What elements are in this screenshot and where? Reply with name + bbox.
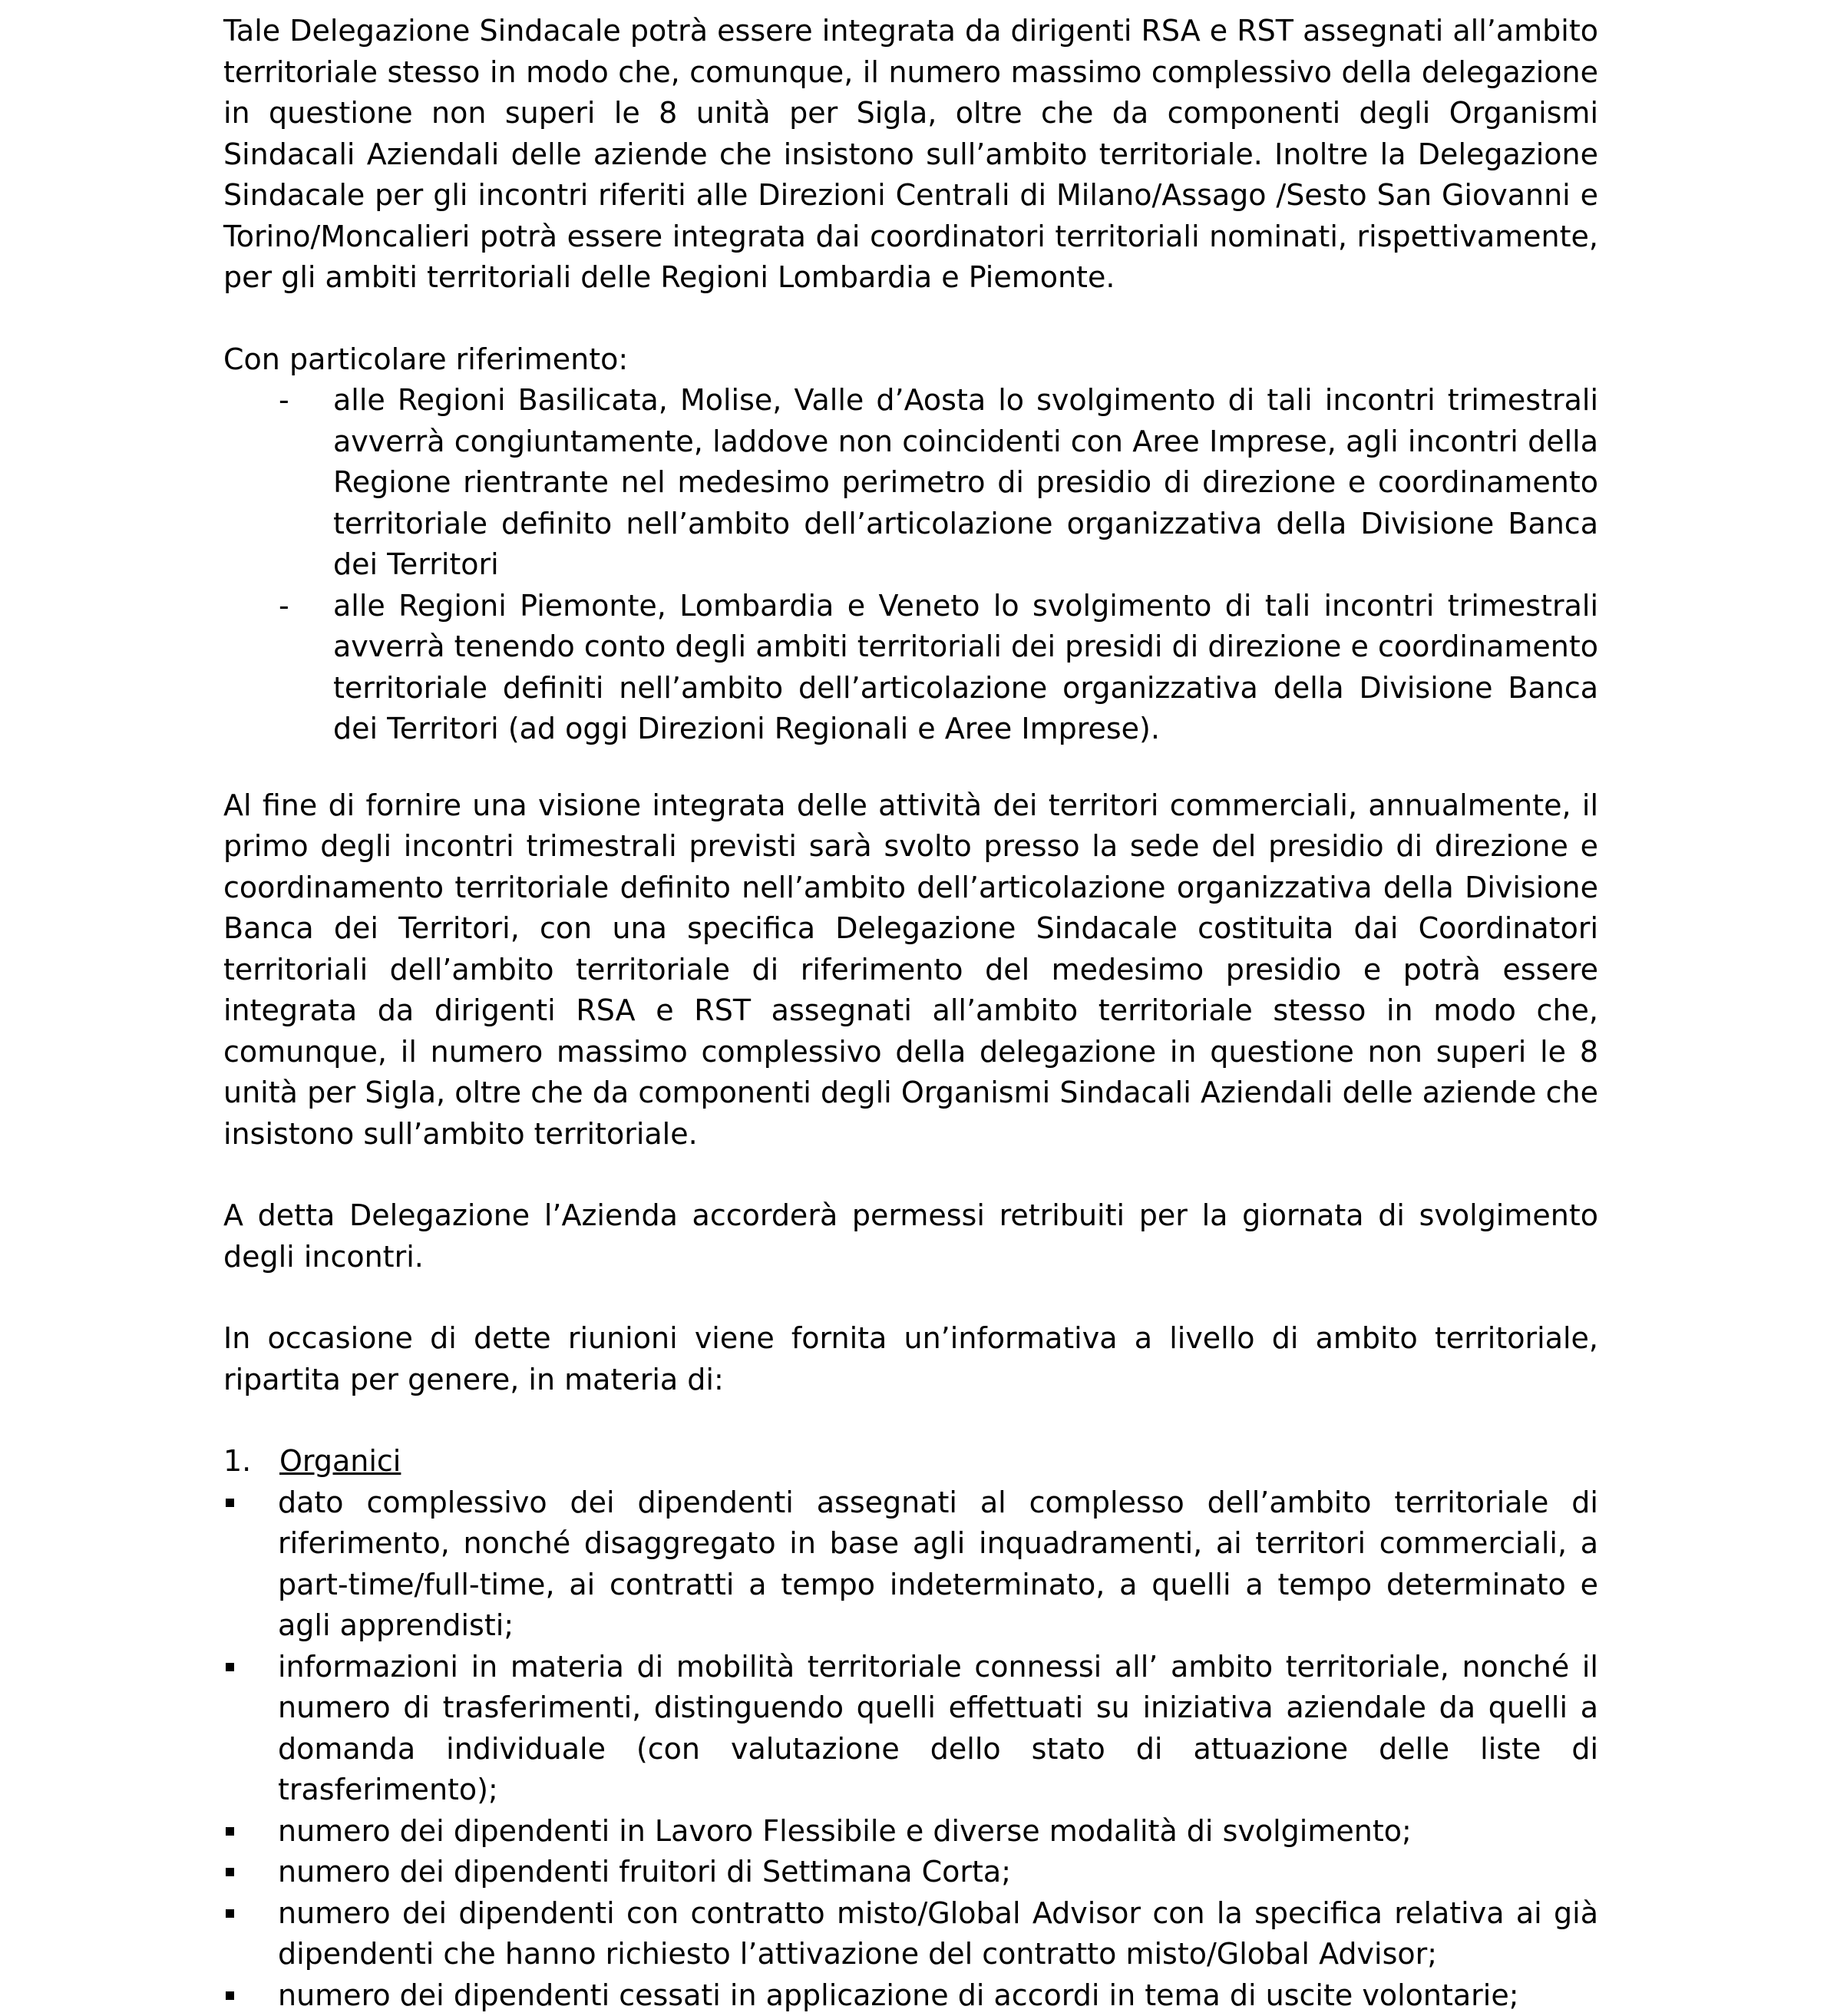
list-item — [223, 1975, 1598, 2016]
dash-list-item — [223, 586, 1598, 750]
section-heading — [223, 1441, 1598, 1482]
list-item-text: numero dei dipendenti in Lavoro Flessibile e diverse modalità di svolgimento; — [278, 1814, 1412, 1848]
list-item — [223, 1482, 1598, 1647]
dash-bullet: - — [279, 586, 289, 627]
list-item — [223, 1852, 1598, 1893]
paragraph-riferimento-intro: Con particolare riferimento: — [223, 339, 1598, 381]
list-item-text: numero dei dipendenti con contratto misto/Global Advisor con la specifica relativa ai già dipendenti che hanno richiesto l’attivazione del contratto misto/Global Advisor; — [278, 1896, 1598, 1971]
list-item-text: dato complessivo dei dipendenti assegnati al complesso dell’ambito territoriale di riferimento, nonché disaggregato in base agli inquadramenti, ai territori commerciali, a part-time/full-time, ai contratti a tempo indeterminato, a quelli a tempo determinato e agli apprendisti; — [278, 1486, 1598, 1643]
list-item-text: numero dei dipendenti fruitori di Settimana Corta; — [278, 1855, 1011, 1889]
square-bullet-icon — [226, 1499, 234, 1507]
dash-list-item — [223, 380, 1598, 586]
list-item — [223, 1647, 1598, 1811]
organici-bullet-list — [223, 1482, 1598, 2016]
paragraph-visione-integrata: Al fine di fornire una visione integrata delle attività dei territori commerciali, annualmente, il primo degli incontri trimestrali previsti sarà svolto presso la sede del presidio di direzione e coordinamento territoriale definito nell’ambito dell’articolazione organizzativa della Divisione Banca dei Territori, con una specifica Delegazione Sindacale costituita dai Coordinatori territoriali dell’ambito territoriale di riferimento del medesimo presidio e potrà essere integrata da dirigenti RSA e RST assegnati all’ambito territoriale stesso in modo che, comunque, il numero massimo complessivo della delegazione in questione non superi le 8 unità per Sigla, oltre che da componenti degli Organismi Sindacali Aziendali delle aziende che insistono sull’ambito territoriale. — [223, 785, 1598, 1155]
section-title: Organici — [279, 1444, 401, 1478]
dash-list-item-text: alle Regioni Piemonte, Lombardia e Veneto lo svolgimento di tali incontri trimestrali avverrà tenendo conto degli ambiti territoriali dei presidi di direzione e coordinamento territoriale definiti nell’ambito dell’articolazione organizzativa della Divisione Banca dei Territori (ad oggi Direzioni Regionali e Aree Imprese). — [333, 589, 1598, 746]
list-item-text: informazioni in materia di mobilità territoriale connessi all’ ambito territoriale, nonché il numero di trasferimenti, distinguendo quelli effettuati su iniziativa aziendale da quelli a domanda individuale (con valutazione dello stato di attuazione delle liste di trasferimento); — [278, 1650, 1598, 1807]
dash-bullet: - — [279, 380, 289, 421]
list-item — [223, 1811, 1598, 1852]
square-bullet-icon — [226, 1827, 234, 1836]
paragraph-delegazione-integrata: Tale Delegazione Sindacale potrà essere integrata da dirigenti RSA e RST assegnati all’ambito territoriale stesso in modo che, comunque, il numero massimo complessivo della delegazione in questione non superi le 8 unità per Sigla, oltre che da componenti degli Organismi Sindacali Aziendali delle aziende che insistono sull’ambito territoriale. Inoltre la Delegazione Sindacale per gli incontri riferiti alle Direzioni Centrali di Milano/Assago /Sesto San Giovanni e Torino/Moncalieri potrà essere integrata dai coordinatori territoriali nominati, rispettivamente, per gli ambiti territoriali delle Regioni Lombardia e Piemonte. — [223, 11, 1598, 299]
square-bullet-icon — [226, 1909, 234, 1918]
square-bullet-icon — [226, 1868, 234, 1876]
document-page — [223, 11, 1598, 2016]
square-bullet-icon — [226, 1991, 234, 2000]
section-number: 1. — [223, 1441, 279, 1482]
list-item-text: numero dei dipendenti cessati in applicazione di accordi in tema di uscite volontarie; — [278, 1978, 1519, 2012]
regioni-dash-list — [223, 380, 1598, 750]
dash-list-item-text: alle Regioni Basilicata, Molise, Valle d’Aosta lo svolgimento di tali incontri trimestrali avverrà congiuntamente, laddove non coincidenti con Aree Imprese, agli incontri della Regione rientrante nel medesimo perimetro di presidio di direzione e coordinamento territoriale definito nell’ambito dell’articolazione organizzativa della Divisione Banca dei Territori — [333, 383, 1598, 581]
list-item — [223, 1893, 1598, 1975]
paragraph-informativa: In occasione di dette riunioni viene fornita un’informativa a livello di ambito territoriale, ripartita per genere, in materia di: — [223, 1318, 1598, 1400]
paragraph-permessi-retribuiti: A detta Delegazione l’Azienda accorderà permessi retribuiti per la giornata di svolgimento degli incontri. — [223, 1195, 1598, 1277]
square-bullet-icon — [226, 1663, 234, 1671]
